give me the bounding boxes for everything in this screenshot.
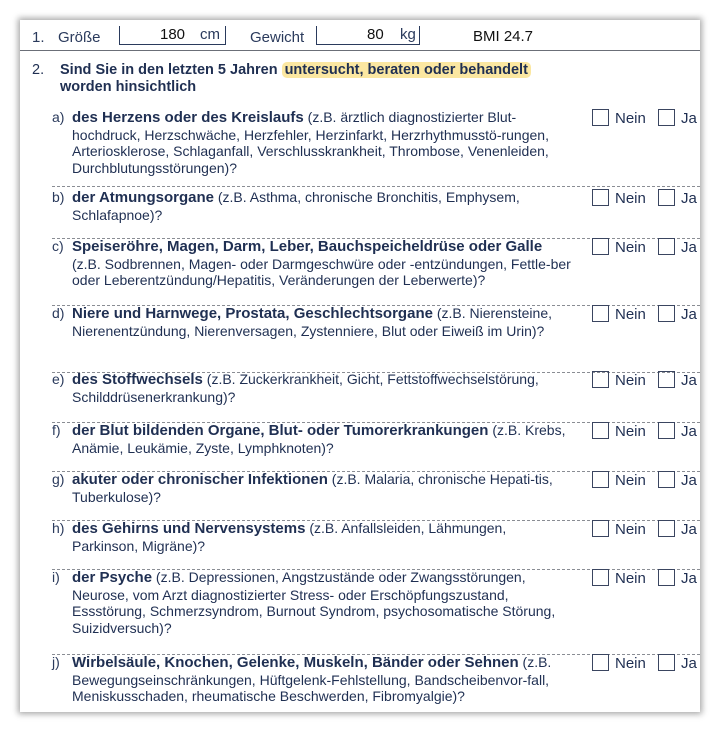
label-nein: Nein xyxy=(615,239,646,256)
question-item-j xyxy=(52,654,700,714)
checkbox-nein[interactable] xyxy=(592,471,609,488)
item-detail: (z.B. Krebs, Anämie, Leukämie, Zyste, Lymphknoten)? xyxy=(72,422,566,456)
label-nein: Nein xyxy=(615,110,646,127)
item-title: der Blut bildenden Organe, Blut- oder Tumorerkrankungen xyxy=(72,422,489,439)
item-title: des Stoffwechsels xyxy=(72,371,203,388)
label-ja: Ja xyxy=(681,110,697,127)
item-letter: i) xyxy=(52,569,60,585)
question-item-g xyxy=(52,471,700,513)
item-text xyxy=(72,569,572,636)
checkbox-ja[interactable] xyxy=(658,238,675,255)
label-ja: Ja xyxy=(681,190,697,207)
question-item-e xyxy=(52,371,700,415)
question-item-a xyxy=(52,109,700,179)
item-text xyxy=(72,238,572,289)
label-nein: Nein xyxy=(615,423,646,440)
label-ja: Ja xyxy=(681,655,697,672)
item-detail: (z.B. Asthma, chronische Bronchitis, Emphysem, Schlafapnoe)? xyxy=(72,189,520,223)
item-letter: j) xyxy=(52,654,60,670)
checkbox-nein[interactable] xyxy=(592,654,609,671)
checkbox-nein[interactable] xyxy=(592,109,609,126)
question-item-c xyxy=(52,238,700,298)
height-value: 180 xyxy=(160,26,186,43)
checkbox-ja[interactable] xyxy=(658,189,675,206)
item-letter: e) xyxy=(52,371,65,387)
question-item-i xyxy=(52,569,700,647)
item-letter: h) xyxy=(52,520,65,536)
item-text xyxy=(72,305,572,339)
item-letter: b) xyxy=(52,189,65,205)
item-detail: (z.B. Depressionen, Angstzustände oder Zwangsstörungen, Neurose, vom Arzt diagnostizierter Stress- oder Erschöpfungszustand, Essstörung, Schmerzsyndrom, Burnout Syndrom, psychosomatische Störung, Suizidversuch)? xyxy=(72,569,556,636)
item-title: der Atmungsorgane xyxy=(72,189,214,206)
checkbox-ja[interactable] xyxy=(658,569,675,586)
weight-value: 80 xyxy=(367,26,384,43)
item-text xyxy=(72,471,572,505)
question-2-number: 2. xyxy=(32,62,45,78)
label-ja: Ja xyxy=(681,372,697,389)
label-ja: Ja xyxy=(681,472,697,489)
item-title: des Herzens oder des Kreislaufs xyxy=(72,109,304,126)
item-detail: (z.B. Anfallsleiden, Lähmungen, Parkinson, Migräne)? xyxy=(72,520,507,554)
item-text xyxy=(72,109,572,176)
item-text xyxy=(72,371,572,405)
height-label: Größe xyxy=(58,29,101,46)
label-nein: Nein xyxy=(615,372,646,389)
label-nein: Nein xyxy=(615,472,646,489)
item-title: der Psyche xyxy=(72,569,153,586)
checkbox-nein[interactable] xyxy=(592,422,609,439)
checkbox-nein[interactable] xyxy=(592,238,609,255)
item-title: Niere und Harnwege, Prostata, Geschlechtsorgane xyxy=(72,305,433,322)
questionnaire-card xyxy=(20,20,700,712)
item-letter: f) xyxy=(52,422,61,438)
question-item-d xyxy=(52,305,700,365)
checkbox-nein[interactable] xyxy=(592,305,609,322)
label-ja: Ja xyxy=(681,521,697,538)
checkbox-nein[interactable] xyxy=(592,189,609,206)
label-nein: Nein xyxy=(615,306,646,323)
item-letter: g) xyxy=(52,471,65,487)
item-text xyxy=(72,520,572,554)
question-item-h xyxy=(52,520,700,562)
item-text xyxy=(72,189,572,223)
question-2-highlight: untersucht, beraten oder behandelt xyxy=(282,62,531,78)
item-title: Wirbelsäule, Knochen, Gelenke, Muskeln, Bänder oder Sehnen xyxy=(72,654,519,671)
checkbox-nein[interactable] xyxy=(592,371,609,388)
item-title: des Gehirns und Nervensystems xyxy=(72,520,306,537)
item-detail: (z.B. Zuckerkrankheit, Gicht, Fettstoffwechselstörung, Schilddrüsenerkrankung)? xyxy=(72,371,539,405)
bmi-value: BMI 24.7 xyxy=(473,28,534,45)
checkbox-ja[interactable] xyxy=(658,422,675,439)
label-nein: Nein xyxy=(615,190,646,207)
item-divider xyxy=(52,186,700,187)
question-2-text-cont: worden hinsichtlich xyxy=(60,79,197,95)
weight-label: Gewicht xyxy=(250,29,305,46)
checkbox-ja[interactable] xyxy=(658,654,675,671)
question-2-text: Sind Sie in den letzten 5 Jahren xyxy=(60,62,282,78)
height-field[interactable] xyxy=(119,26,226,45)
item-title: akuter oder chronischer Infektionen xyxy=(72,471,328,488)
label-nein: Nein xyxy=(615,521,646,538)
item-letter: d) xyxy=(52,305,65,321)
label-ja: Ja xyxy=(681,423,697,440)
item-text xyxy=(72,654,572,705)
label-nein: Nein xyxy=(615,655,646,672)
item-letter: c) xyxy=(52,238,64,254)
label-nein: Nein xyxy=(615,570,646,587)
checkbox-ja[interactable] xyxy=(658,109,675,126)
item-detail: (z.B. Malaria, chronische Hepati-tis, Tuberkulose)? xyxy=(72,471,553,505)
label-ja: Ja xyxy=(681,306,697,323)
label-ja: Ja xyxy=(681,239,697,256)
item-title: Speiseröhre, Magen, Darm, Leber, Bauchspeicheldrüse oder Galle xyxy=(72,238,543,255)
checkbox-ja[interactable] xyxy=(658,471,675,488)
item-detail: (z.B. ärztlich diagnostizierter Blut-hochdruck, Herzschwäche, Herzfehler, Herzinfarkt, Herzrhythmusstö-rungen, Arteriosklerose, Schlaganfall, Verschlusskrankheit, Thrombose, Venenleiden, Durchblutungsstörungen)? xyxy=(72,109,549,176)
item-detail: (z.B. Sodbrennen, Magen- oder Darmgeschwüre oder -entzündungen, Fettle-ber oder Leberentzündung/Hepatitis, Veränderungen der Leberwerte)? xyxy=(72,255,571,288)
item-detail: (z.B. Bewegungseinschränkungen, Hüftgelenk-Fehlstellung, Bandscheibenvor-fall, Meniskusschaden, rheumatische Beschwerden, Fibromyalgie)? xyxy=(72,654,552,704)
question-1-row xyxy=(20,20,700,51)
question-item-b xyxy=(52,189,700,231)
question-1-number: 1. xyxy=(32,29,45,46)
height-unit: cm xyxy=(200,26,220,43)
checkbox-nein[interactable] xyxy=(592,569,609,586)
item-detail: (z.B. Nierensteine, Nierenentzündung, Nierenversagen, Zystenniere, Blut oder Eiweiß im Urin)? xyxy=(72,305,553,339)
weight-unit: kg xyxy=(400,26,416,43)
checkbox-nein[interactable] xyxy=(592,520,609,537)
item-letter: a) xyxy=(52,109,65,125)
checkbox-ja[interactable] xyxy=(658,371,675,388)
checkbox-ja[interactable] xyxy=(658,305,675,322)
label-ja: Ja xyxy=(681,570,697,587)
weight-field[interactable] xyxy=(316,26,420,45)
checkbox-ja[interactable] xyxy=(658,520,675,537)
question-item-f xyxy=(52,422,700,464)
item-text xyxy=(72,422,572,456)
